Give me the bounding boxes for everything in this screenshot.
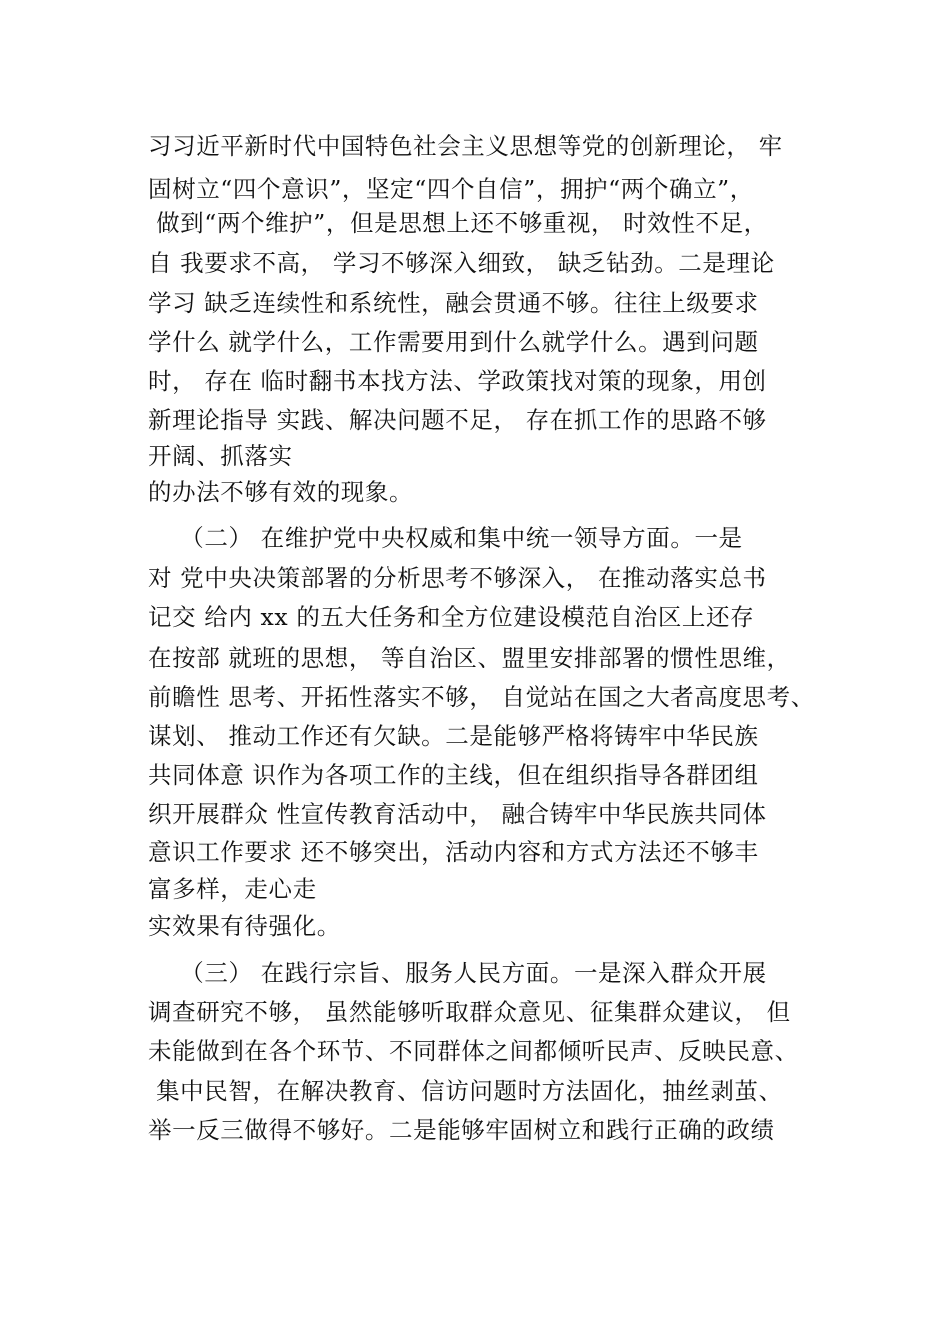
text-line: 时， 存在 临时翻书本找方法、学政策找对策的现象，用创 [148, 367, 767, 395]
text-line: 习习近平新时代中国特色社会主义思想等党的创新理论， 牢 [148, 132, 783, 160]
text-line: 学什么 就学什么，工作需要用到什么就学什么。遇到问题 [148, 328, 759, 356]
text-line: （二） 在维护党中央权威和集中统一领导方面。一是 [148, 524, 743, 552]
text-line: 做到“两个维护”，但是思想上还不够重视， 时效性不足， [148, 209, 768, 237]
text-line: 学习 缺乏连续性和系统性，融会贯通不够。往往上级要求 [148, 289, 759, 317]
text-line: 意识工作要求 还不够突出，活动内容和方式方法还不够丰 [148, 838, 759, 866]
text-line: 自 我要求不高， 学习不够深入细致， 缺乏钻劲。二是理论 [148, 249, 775, 277]
text-line: 调查研究不够， 虽然能够听取群众意见、征集群众建议， 但 [148, 998, 791, 1026]
text-line: 实效果有待强化。 [148, 912, 341, 940]
text-line: 织开展群众 性宣传教育活动中， 融合铸牢中华民族共同体 [148, 800, 767, 828]
text-line: （三） 在践行宗旨、服务人民方面。一是深入群众开展 [148, 959, 767, 987]
text-line: 前瞻性 思考、开拓性落实不够， 自觉站在国之大者高度思考、 [148, 683, 815, 711]
text-line: 未能做到在各个环节、不同群体之间都倾听民声、反映民意、 [148, 1037, 799, 1065]
text-line: 在按部 就班的思想， 等自治区、盟里安排部署的惯性思维， [148, 644, 791, 672]
text-line: 共同体意 识作为各项工作的主线，但在组织指导各群团组 [148, 761, 759, 789]
text-line: 记交 给内 xx 的五大任务和全方位建设模范自治区上还存 [148, 603, 755, 631]
text-line: 集中民智，在解决教育、信访问题时方法固化，抽丝剥茧、 [148, 1077, 783, 1105]
text-line: 开阔、抓落实 [148, 442, 293, 470]
text-line: 富多样，走心走 [148, 875, 317, 903]
text-line: 举一反三做得不够好。二是能够牢固树立和践行正确的政绩 [148, 1116, 775, 1144]
text-line: 固树立“四个意识”，坚定“四个自信”，拥护“两个确立”， [148, 175, 754, 203]
text-line: 对 党中央决策部署的分析思考不够深入， 在推动落实总书 [148, 564, 767, 592]
text-line: 谋划、 推动工作还有欠缺。二是能够严格将铸牢中华民族 [148, 722, 759, 750]
text-line: 的办法不够有效的现象。 [148, 478, 414, 506]
text-line: 新理论指导 实践、解决问题不足， 存在抓工作的思路不够 [148, 406, 767, 434]
